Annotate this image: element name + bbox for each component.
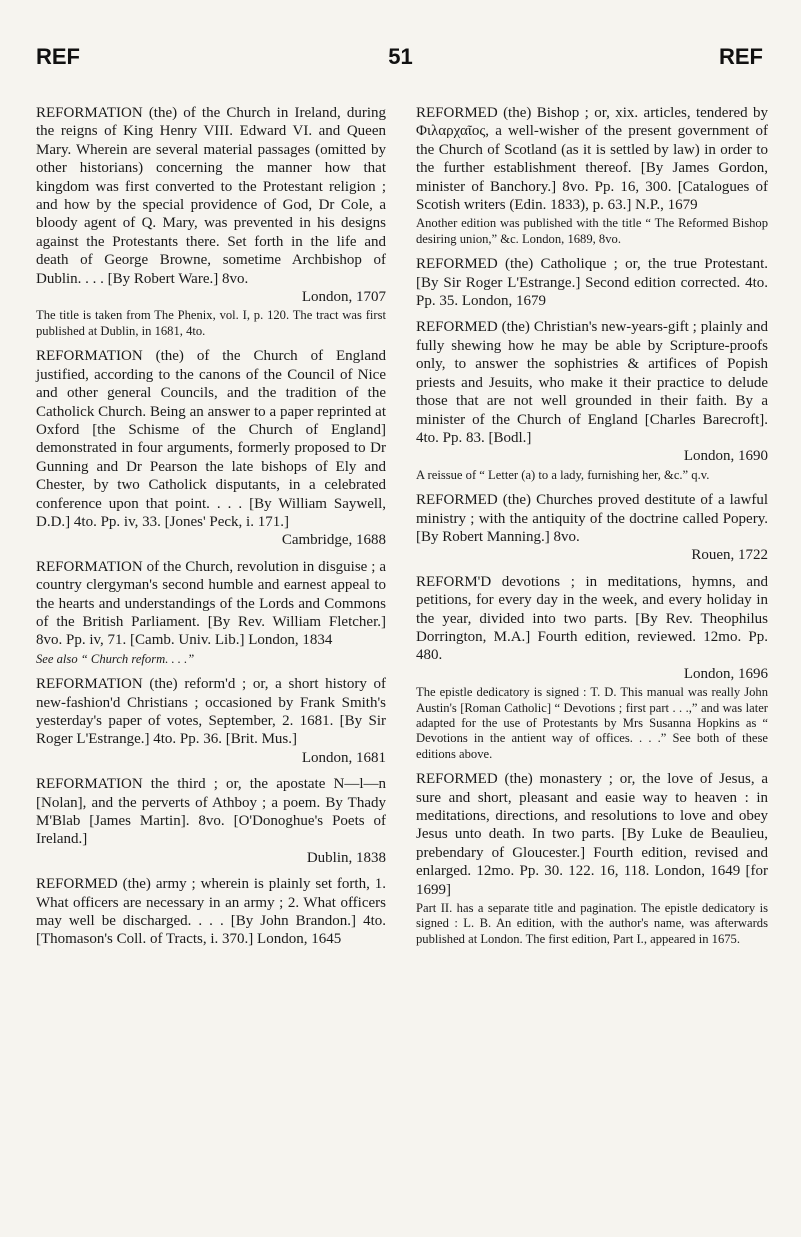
running-head-right: REF	[719, 44, 763, 69]
entry-note: See also “ Church reform. . . .”	[36, 651, 195, 666]
entry-reformed-army: REFORMED (the) army ; wherein is plainly set forth, 1. What officers are necessary in an army ; 2. What officers may well be discharged. . . . [By John Brandon.] 4to. [Thomason's Coll. of Tracts, i. 370.] London, 1645	[36, 876, 386, 948]
entry-reformation-england: REFORMATION (the) of the Church of England justified, according to the canons of the Council of Nice and other general Councils, and the tradition of the Catholick Church. Being an answer to a paper reprinted at Oxford [the Schisme of the Church of England] demonstrated in four arguments, formerly proposed to Dr Gunning and Dr Pearson the late bishops of Ely and Chester, by two Catholick disputants, in a celebrated conference upon that point. . . . [By William Saywell, D.D.] 4to. Pp. iv, 33. [Jones' Peck, i. 171.] Cambridge, 1688	[36, 348, 386, 549]
entry-reformed-churches: REFORMED (the) Churches proved destitute of a lawful ministry ; with the antiquity of the doctrine called Popery. [By Robert Manning.] 8vo. Rouen, 1722	[416, 492, 768, 564]
entry-reformed-christian: REFORMED (the) Christian's new-years-gift ; plainly and fully shewing how he may be able by Scripture-proofs only, to answer the sophistries & artifices of Popish priests and Jesuits, who make it their practice to delude those that are not well grounded in their faith. By a minister of the Church of England [Charles Barecroft]. 4to. Pp. 83. [Bodl.] London, 1690	[416, 319, 768, 465]
entry-reformed-bishop: REFORMED (the) Bishop ; or, xix. articles, tendered by Φιλαρχαῖος, a well-wisher of the present government of the Church of Scotland (as it is settled by law) in order to the further establishment thereof. [By James Gordon, minister of Banchory.] 8vo. Pp. 16, 300. [Catalogues of Scotish writers (Edin. 1833), p. 63.] N.P., 1679	[416, 105, 768, 214]
running-head-left: REF	[36, 44, 80, 69]
entry-note: Part II. has a separate title and pagination. The epistle dedicatory is signed : L. B. An edition, with the author's name, was afterwards published at London. The first edition, Part I., appeared in 1675.	[416, 901, 768, 946]
entry-reformation-ireland: REFORMATION (the) of the Church in Ireland, during the reigns of King Henry VIII. Edward VI. and Queen Mary. Wherein are several material passages (omitted by other historians) concerning the manner how that kingdom was first converted to the Protestant religion ; and how by the special providence of God, Dr Cole, a bloody agent of Q. Mary, was prevented in his designs against the Protestants there. Set forth in the life and death of George Browne, sometime Archbishop of Dublin. . . . [By Robert Ware.] 8vo. London, 1707	[36, 105, 386, 306]
entry-reformation-reformd: REFORMATION (the) reform'd ; or, a short history of new-fashion'd Christians ; occasioned by Frank Smith's yesterday's paper of votes, September, 2. 1681. [By Sir Roger L'Estrange.] 4to. Pp. 36. [Brit. Mus.] London, 1681	[36, 676, 386, 766]
entry-reformed-monastery: REFORMED (the) monastery ; or, the love of Jesus, a sure and short, pleasant and easie way to heaven : in meditations, directions, and resolutions to love and obey Jesus unto death. In two parts. [By Luke de Beaulieu, prebendary of Gloucester.] Fourth edition, revised and enlarged. 12mo. Pp. 30. 122. 16, 118. London, 1649 [for 1699]	[416, 771, 768, 898]
entry-note: The title is taken from The Phenix, vol. I, p. 120. The tract was first published at Dublin, in 1681, 4to.	[36, 308, 386, 338]
entry-note: Another edition was published with the title “ The Reformed Bishop desiring union,” &c. London, 1689, 8vo.	[416, 216, 768, 246]
left-column	[36, 104, 386, 957]
entry-reformation-third: REFORMATION the third ; or, the apostate N—l—n [Nolan], and the perverts of Athboy ; a poem. By Thady M'Blab [James Martin]. 8vo. [O'Donoghue's Poets of Ireland.] Dublin, 1838	[36, 776, 386, 866]
entry-reformd-devotions: REFORM'D devotions ; in meditations, hymns, and petitions, for every day in the week, and every holiday in the year, divided into two parts. [By Rev. Theophilus Dorrington, M.A.] Fourth edition, reviewed. 12mo. Pp. 480. London, 1696	[416, 573, 768, 682]
entry-note: The epistle dedicatory is signed : T. D. This manual was really John Austin's [Roman Catholic] “ Devotions ; first part . . .,” and was later adapted for the use of Protestants by Mrs Susanna Hopkins as “ Devotions in the antient way of offices. . . .” See both of these editions above.	[416, 685, 768, 761]
entry-note: A reissue of “ Letter (a) to a lady, furnishing her, &c.” q.v.	[416, 467, 710, 482]
page-header	[0, 44, 801, 84]
entry-reformed-catholique: REFORMED (the) Catholique ; or, the true Protestant. [By Sir Roger L'Estrange.] Second edition corrected. 4to. Pp. 35. London, 1679	[416, 256, 768, 310]
right-column	[416, 104, 768, 955]
entry-reformation-revolution: REFORMATION of the Church, revolution in disguise ; a country clergyman's second humble and earnest appeal to the hearts and understandings of the Lords and Commons of the British Parliament. [By Rev. William Fletcher.] 8vo. Pp. iv, 71. [Camb. Univ. Lib.] London, 1834	[36, 558, 386, 649]
page-number: 51	[388, 44, 413, 69]
